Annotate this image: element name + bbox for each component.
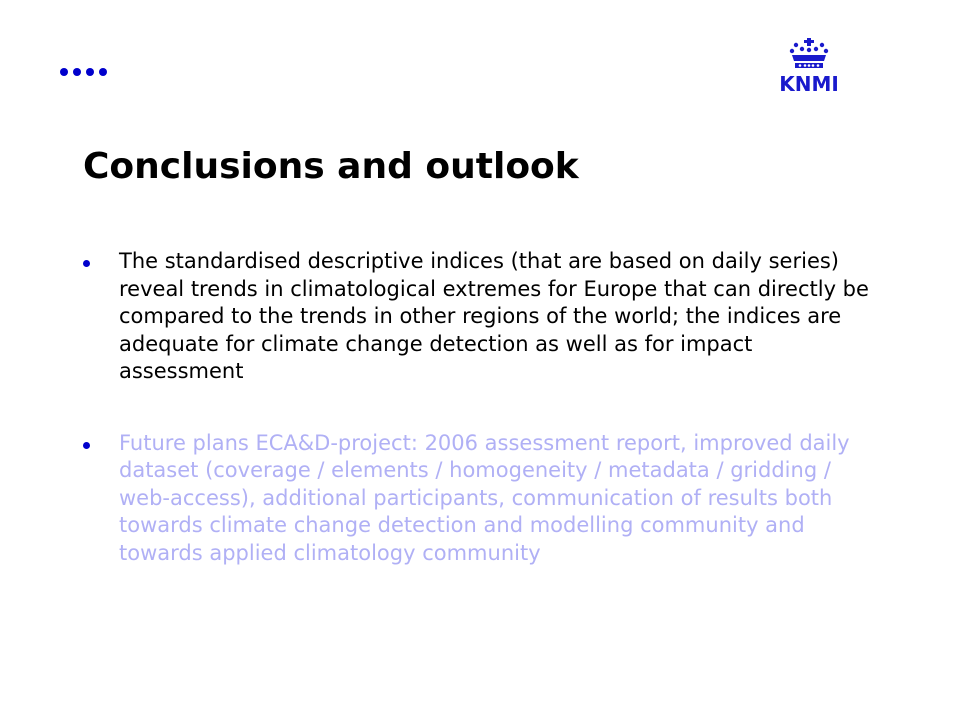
logo-text: KNMI [779, 72, 839, 96]
bullet-text: Future plans ECA&D-project: 2006 assessment report, improved daily dataset (coverage / elements / homogeneity / metadata / gridding / web-access), additional participants, communication of results both towards climate change detection and modelling community and towards applied climatology community [119, 430, 850, 565]
bullet-text: The standardised descriptive indices (that are based on daily series) reveal trends in climatological extremes for Europe that can directly be compared to the trends in other regions of the world; the indices are adequate for climate change detection as well as for impact assessment [119, 249, 869, 383]
dot [86, 68, 94, 76]
crown-icon [768, 36, 850, 76]
dot [60, 68, 68, 76]
bullet-dot-icon [83, 442, 90, 449]
dot [73, 68, 81, 76]
dot [99, 68, 107, 76]
ellipsis-dots-icon [60, 68, 107, 76]
bullet-item [83, 248, 883, 386]
knmi-logo [768, 36, 850, 96]
bullet-list [83, 248, 883, 567]
bullet-dot-icon [83, 260, 90, 267]
slide-title: Conclusions and outlook [83, 146, 579, 187]
bullet-item [83, 430, 883, 568]
